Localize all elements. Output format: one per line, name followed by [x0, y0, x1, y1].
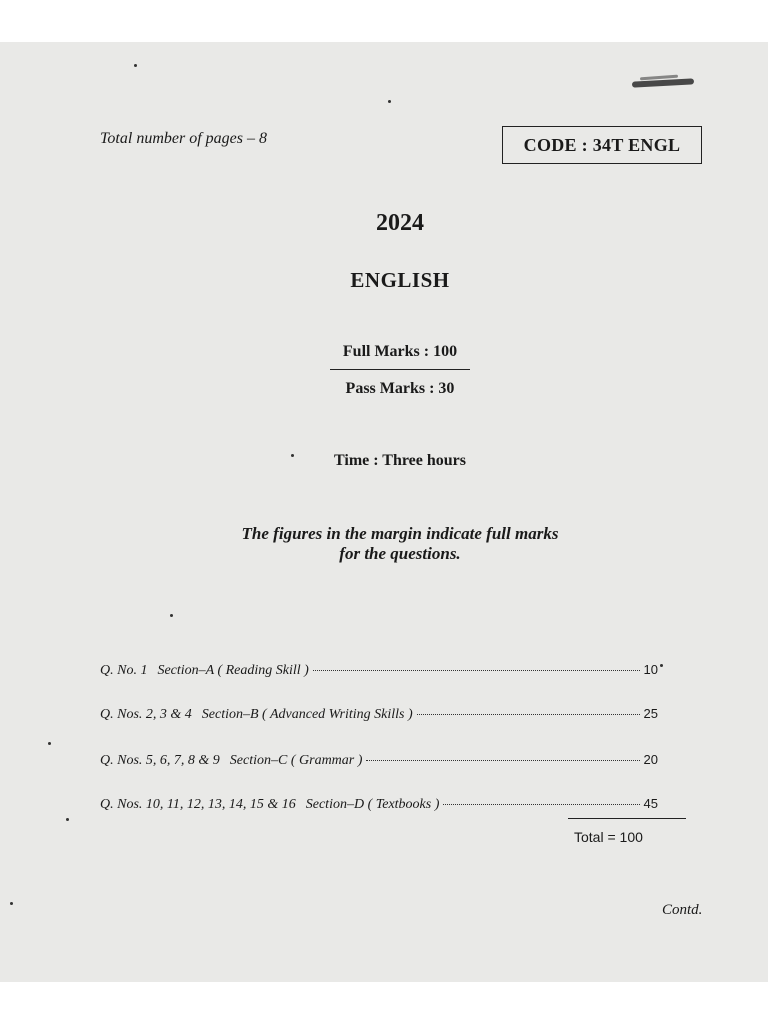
section-title: Section–D ( Textbooks ) — [305, 797, 440, 812]
paper-speck — [48, 742, 51, 745]
paper-speck — [10, 902, 13, 905]
section-marks: 25 — [643, 706, 658, 721]
total-pages-note: Total number of pages – 8 — [100, 130, 267, 147]
instruction-line: The figures in the margin indicate full marks — [241, 524, 559, 543]
dot-leader — [366, 760, 639, 761]
exam-year: 2024 — [376, 210, 424, 236]
question-numbers: Q. Nos. 5, 6, 7, 8 & 9 — [100, 753, 220, 768]
section-marks: 20 — [643, 752, 658, 767]
paper-speck — [170, 614, 173, 617]
section-marks: 10 — [643, 662, 658, 677]
marks-instruction — [0, 524, 768, 564]
question-numbers: Q. Nos. 10, 11, 12, 13, 14, 15 & 16 — [100, 797, 296, 812]
dot-leader — [313, 670, 640, 671]
question-numbers: Q. No. 1 — [100, 663, 148, 678]
paper-speck — [291, 454, 294, 457]
section-marks: 45 — [643, 796, 658, 811]
section-row — [100, 752, 658, 769]
paper-speck — [388, 100, 391, 103]
total-marks: Total = 100 — [574, 829, 643, 845]
exam-subject: ENGLISH — [350, 268, 450, 292]
continued-note: Contd. — [662, 902, 703, 918]
full-marks: Full Marks : 100 — [342, 343, 458, 360]
paper-speck — [660, 664, 663, 667]
paper-speck — [66, 818, 69, 821]
exam-paper-page — [0, 42, 768, 982]
section-title: Section–C ( Grammar ) — [229, 753, 363, 768]
pass-marks: Pass Marks : 30 — [345, 380, 455, 397]
paper-speck — [134, 64, 137, 67]
section-title: Section–B ( Advanced Writing Skills ) — [201, 707, 413, 722]
marks-divider — [330, 369, 470, 370]
section-row — [100, 662, 658, 679]
total-divider — [568, 818, 686, 819]
paper-code-box — [502, 126, 702, 164]
instruction-line: for the questions. — [339, 544, 461, 563]
section-row — [100, 796, 658, 813]
paper-code-label: CODE : 34T ENGL — [523, 134, 681, 155]
dot-leader — [443, 804, 639, 805]
section-title: Section–A ( Reading Skill ) — [157, 663, 309, 678]
exam-duration: Time : Three hours — [333, 452, 466, 469]
section-row — [100, 706, 658, 723]
dot-leader — [417, 714, 640, 715]
question-numbers: Q. Nos. 2, 3 & 4 — [100, 707, 192, 722]
